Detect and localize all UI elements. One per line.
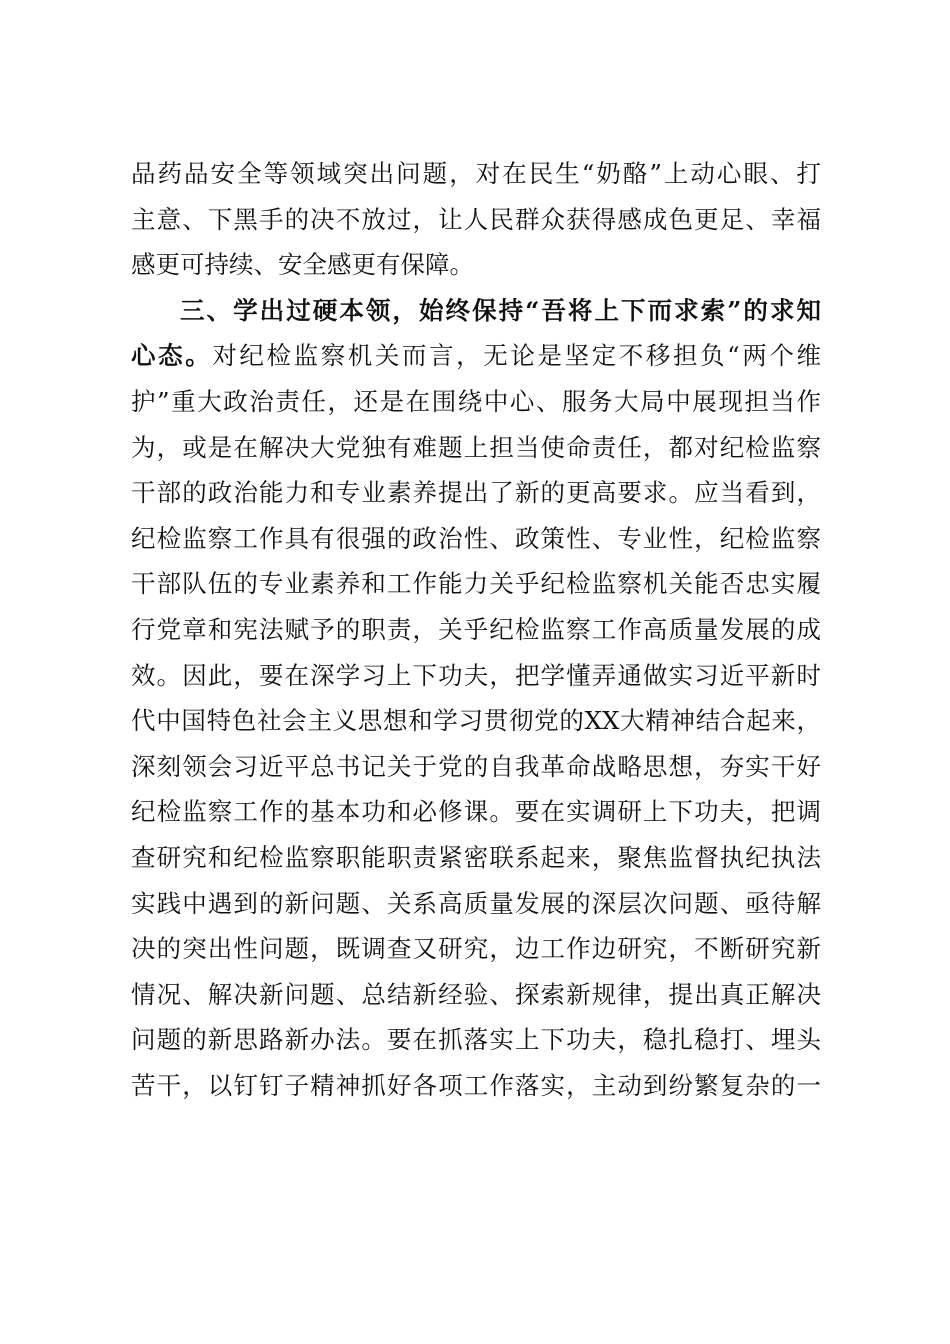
text-line: 查研究和纪检监察职能职责紧密联系起来，聚焦监督执纪执法	[131, 842, 821, 872]
text-line: 行党章和宪法赋予的职责，关乎纪检监察工作高质量发展的成	[131, 614, 821, 644]
text-line: 效。因此，要在深学习上下功夫，把学懂弄通做实习近平新时	[131, 660, 821, 690]
section-heading-end: 心态。	[131, 341, 213, 371]
text-line: 干部队伍的专业素养和工作能力关乎纪检监察机关能否忠实履	[131, 569, 821, 599]
section-heading: 三、学出过硬本领，始终保持“吾将上下而求索”的求知	[180, 295, 821, 325]
text-line: 为，或是在解决大党独有难题上担当使命责任，都对纪检监察	[131, 432, 821, 462]
text-line: 纪检监察工作具有很强的政治性、政策性、专业性，纪检监察	[131, 523, 821, 553]
text-line: 品药品安全等领域突出问题，对在民生“奶酪”上动心眼、打	[131, 159, 821, 188]
paragraph-text: 对纪检监察机关而言，无论是坚定不移担负“两个维	[212, 341, 821, 371]
body-text	[131, 151, 821, 1108]
text-line: 问题的新思路新办法。要在抓落实上下功夫，稳扎稳打、埋头	[131, 1025, 821, 1055]
text-line: 决的突出性问题，既调查又研究，边工作边研究，不断研究新	[131, 934, 821, 964]
text-line: 主意、下黑手的决不放过，让人民群众获得感成色更足、幸福	[131, 204, 821, 234]
text-line: 纪检监察工作的基本功和必修课。要在实调研上下功夫，把调	[131, 797, 821, 827]
text-line	[131, 333, 821, 379]
text-line: 实践中遇到的新问题、关系高质量发展的深层次问题、亟待解	[131, 888, 821, 918]
text-line: 深刻领会习近平总书记关于党的自我革命战略思想，夯实干好	[131, 751, 821, 781]
text-line: 感更可持续、安全感更有保障。	[131, 250, 474, 280]
text-line: 代中国特色社会主义思想和学习贯彻党的XX大精神结合起来，	[131, 706, 821, 736]
text-line: 护”重大政治责任，还是在围绕中心、服务大局中展现担当作	[131, 386, 821, 416]
text-line: 干部的政治能力和专业素养提出了新的更高要求。应当看到，	[131, 478, 821, 508]
text-line: 苦干，以钉钉子精神抓好各项工作落实，主动到纷繁复杂的一	[131, 1070, 821, 1100]
text-line: 情况、解决新问题、总结新经验、探索新规律，提出真正解决	[131, 979, 821, 1009]
